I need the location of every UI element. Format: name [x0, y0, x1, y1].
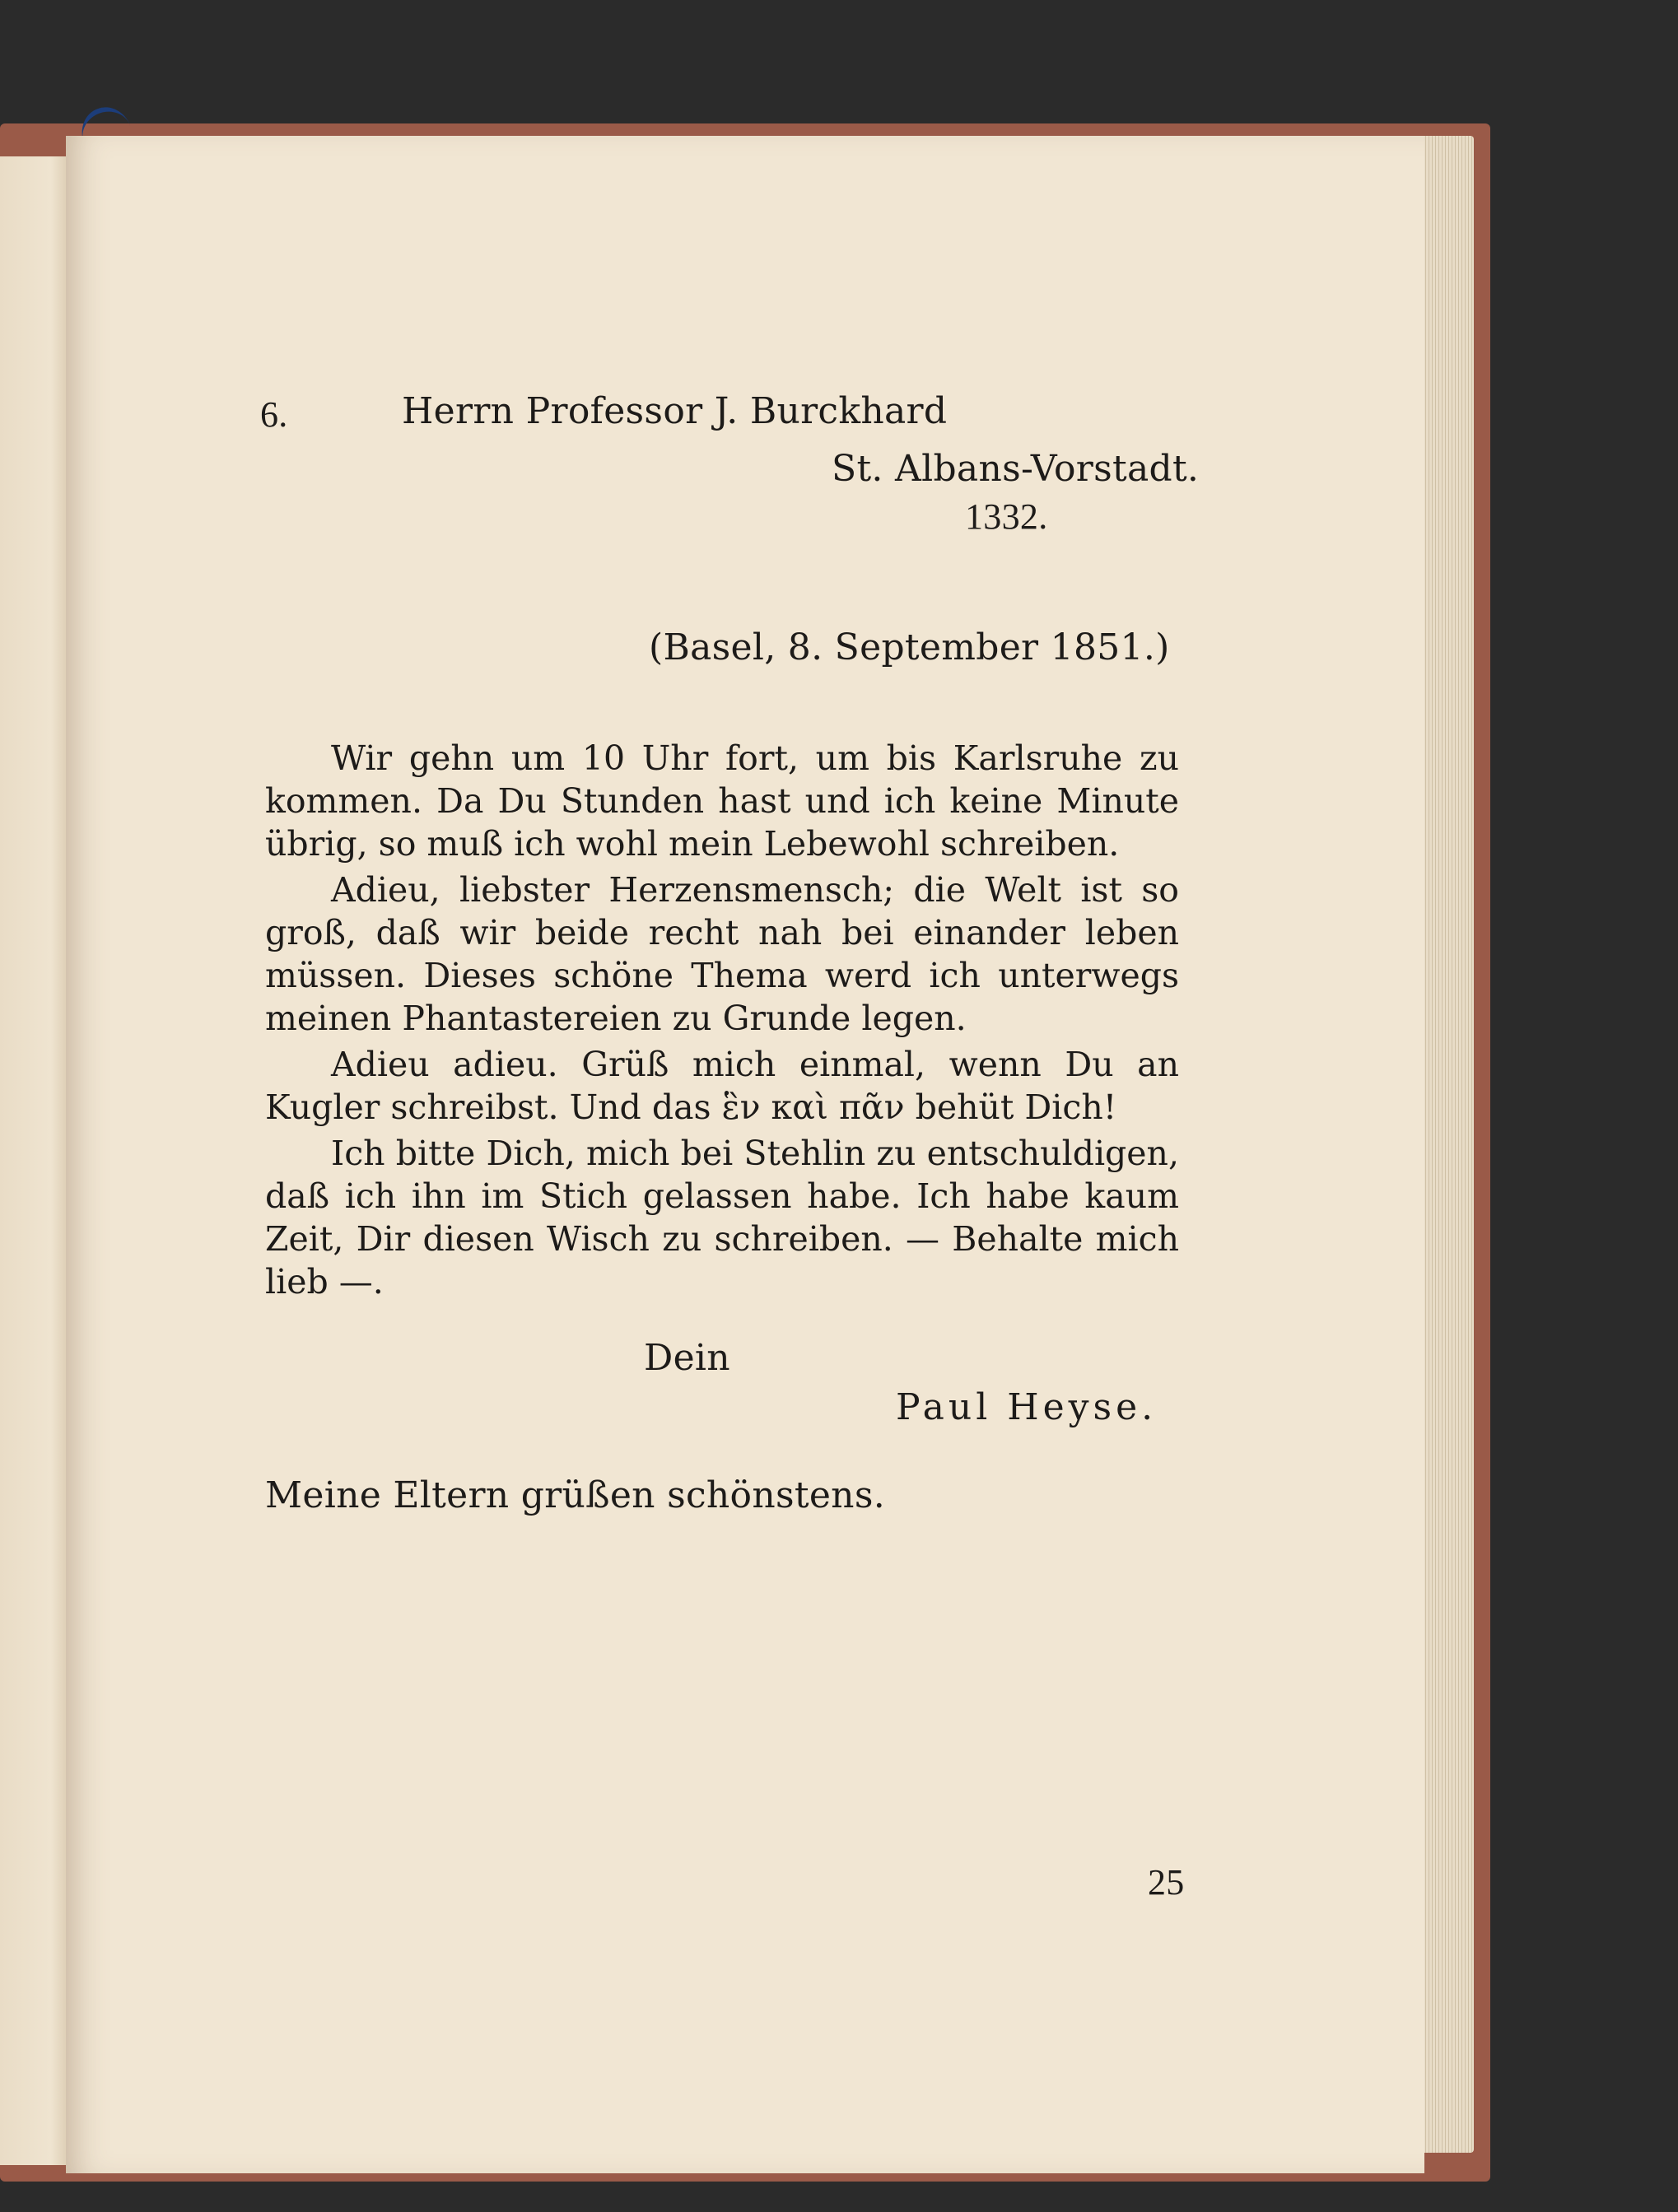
dateline: (Basel, 8. September 1851.)	[649, 626, 1170, 668]
closing: Dein	[644, 1337, 730, 1379]
letter-number: 6.	[260, 394, 288, 435]
paragraph: Adieu adieu. Grüß mich einmal, wenn Du an Kugler schreibst. Und das ἓν καὶ πᾶν behüt Dich!	[265, 1045, 1179, 1127]
paragraph: Ich bitte Dich, mich bei Stehlin zu entschuldigen, daß ich ihn im Stich gelassen habe. Ich habe kaum Zeit, Dir diesen Wisch zu schreiben. — Behalte mich lieb —.	[265, 1134, 1179, 1302]
signature: Paul Heyse.	[896, 1386, 1158, 1428]
paragraph: Wir gehn um 10 Uhr fort, um bis Karlsruhe zu kommen. Da Du Stunden hast und ich keine Minute übrig, so muß ich wohl mein Lebewohl schreiben.	[265, 738, 1179, 864]
address-street: St. Albans-Vorstadt.	[832, 448, 1200, 490]
addressee: Herrn Professor J. Burckhard	[402, 390, 948, 432]
address-number: 1332.	[965, 496, 1048, 537]
left-page	[0, 156, 72, 2165]
page-number: 25	[1148, 1862, 1185, 1902]
postscript: Meine Eltern grüßen schönstens.	[265, 1474, 885, 1516]
letter-body	[265, 737, 1179, 1303]
paragraph: Adieu, liebster Herzensmensch; die Welt ist so groß, daß wir beide recht nah bei einander leben müssen. Dieses schöne Thema werd ich unterwegs meinen Phantastereien zu Grunde legen.	[265, 870, 1179, 1038]
